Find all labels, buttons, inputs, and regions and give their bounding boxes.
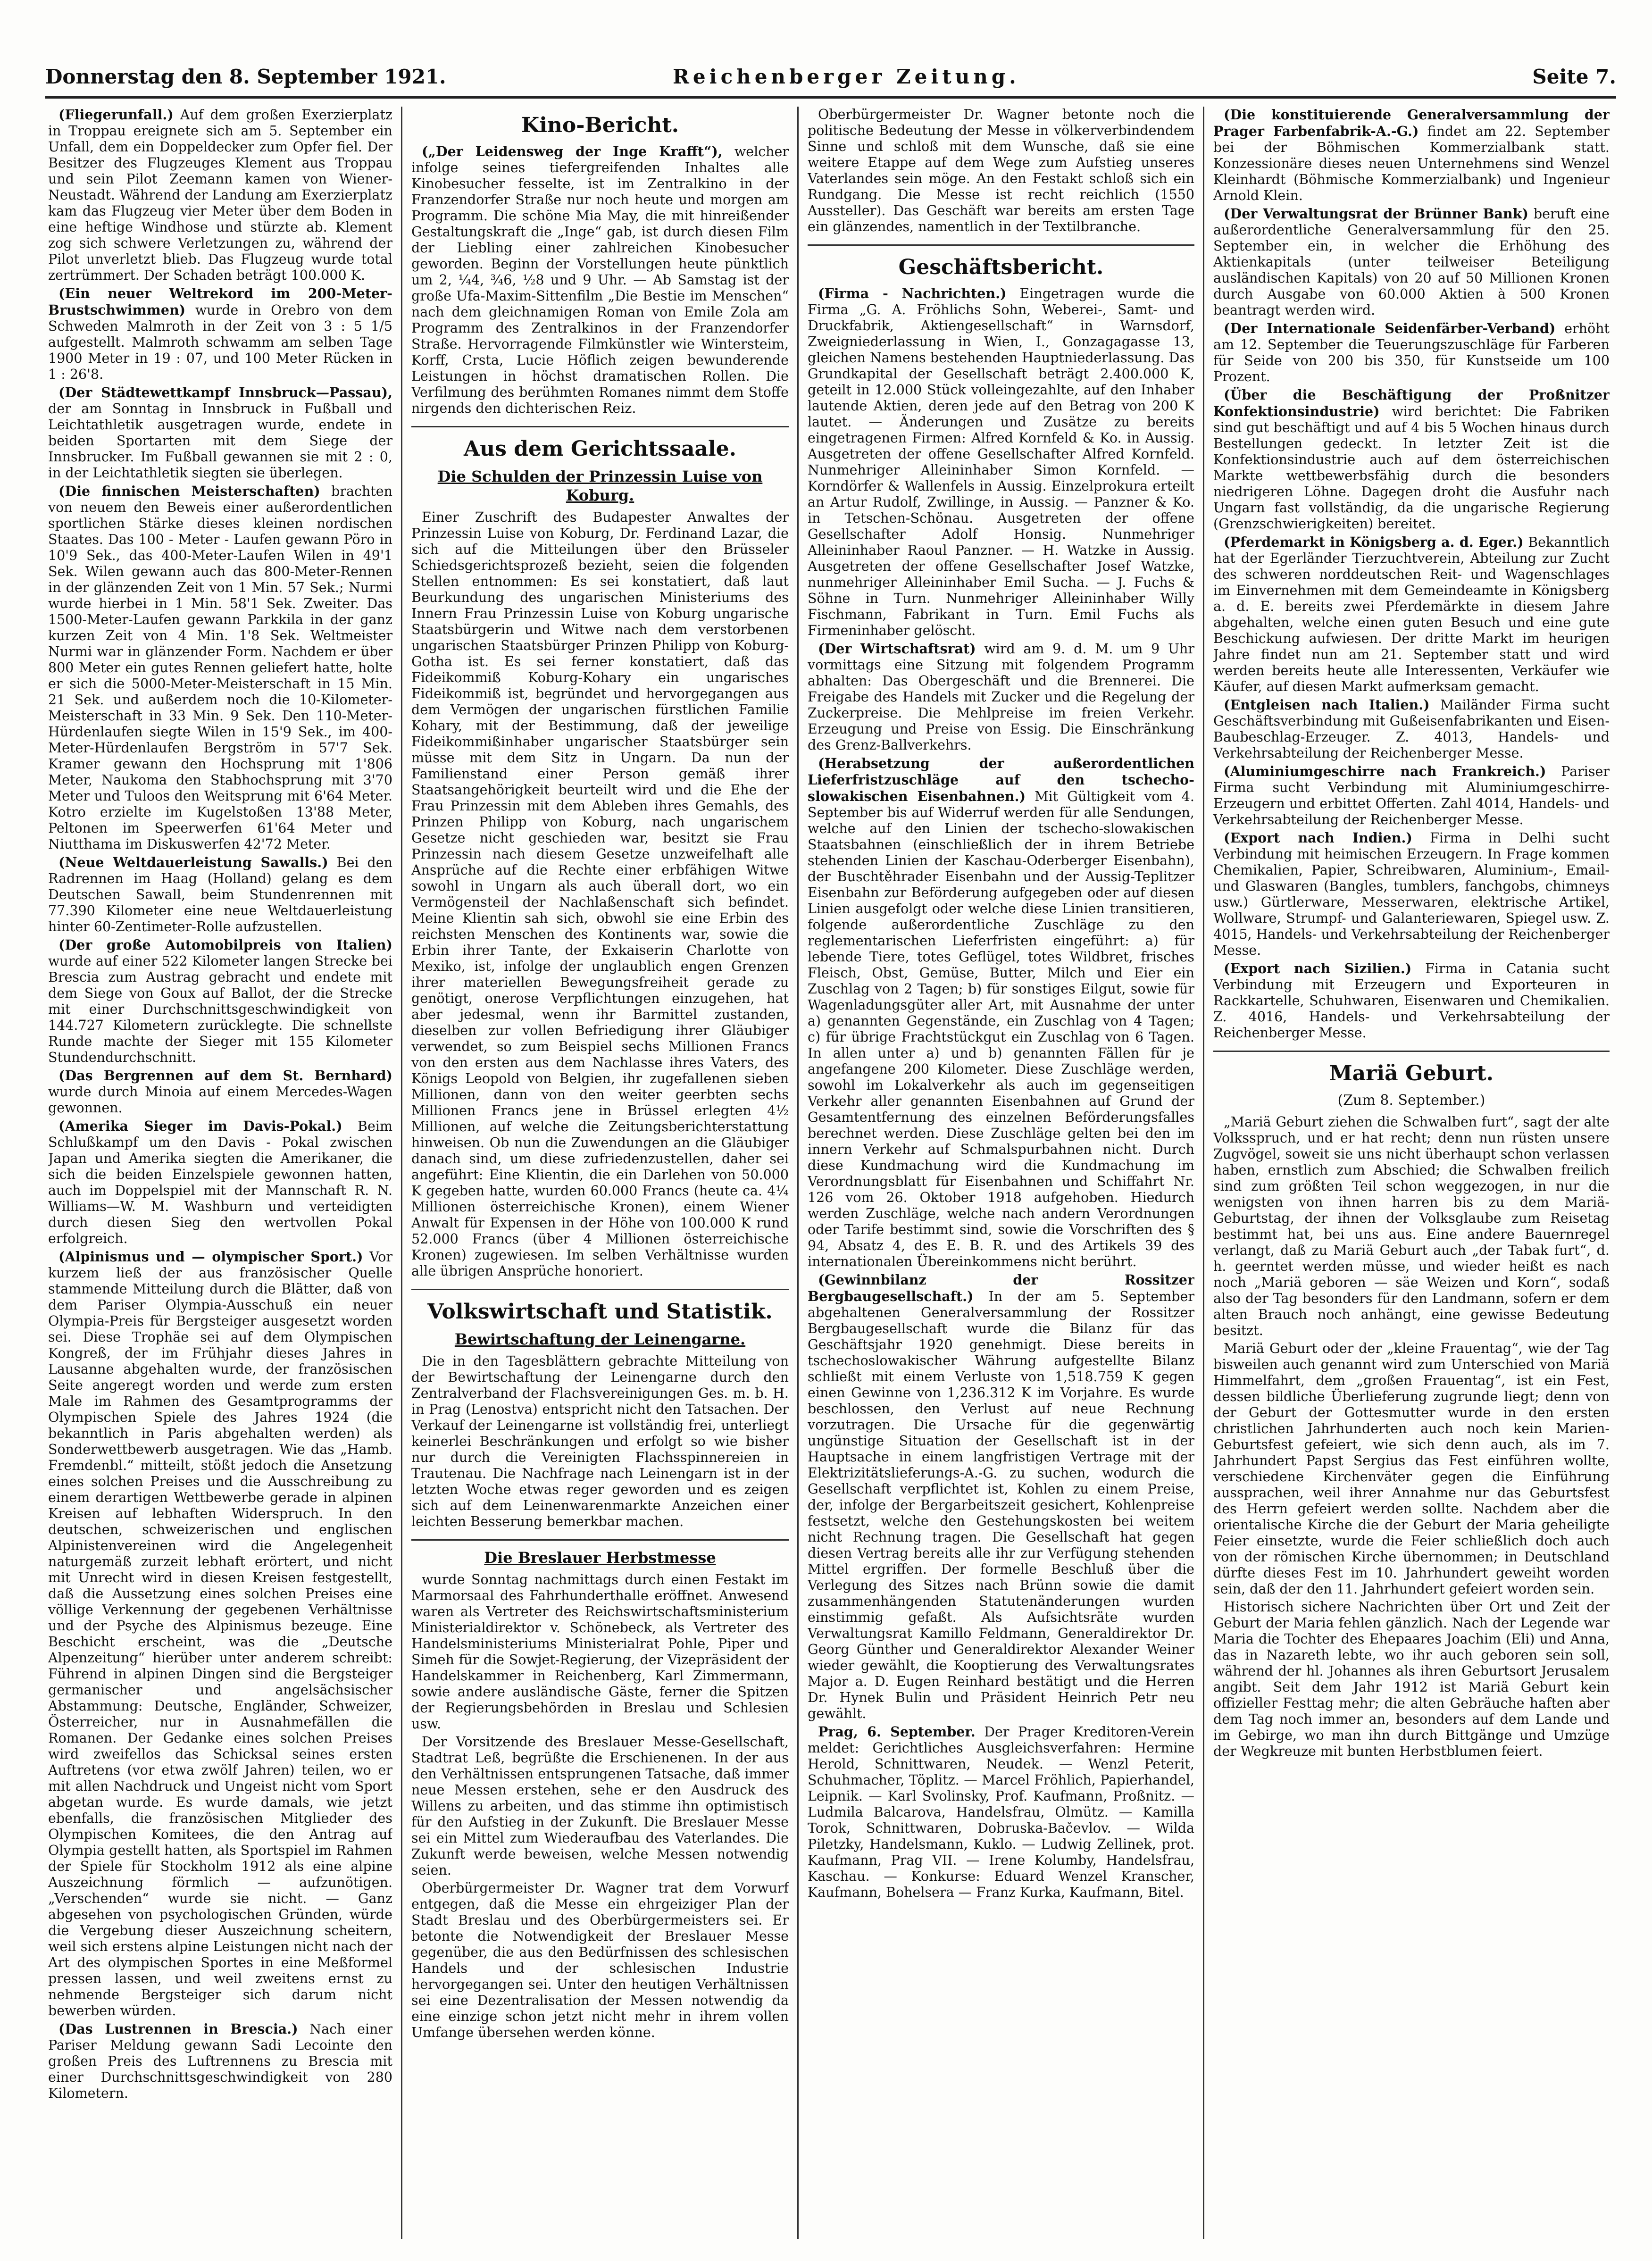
item-keyword: (Der Wirtschaftsrat)	[818, 641, 976, 657]
paragraph	[48, 1249, 392, 2019]
item-text: Der Vorsitzende des Breslauer Messe-Gesellschaft, Stadtrat Leß, begrüßte die Erschienenen. In der aus den Verhältnissen entsprungenen Tatsache, daß immer neue Messen erstehen, sehe er den Ausdruck des Willens zu arbeiten, und das stimme ihn optimistisch für den Aufstieg in der Zukunft. Die Breslauer Messe sei ein Mittel zum Wiederaufbau des Vaterlandes. Die Zukunft werde beweisen, welche Messen notwendig seien.	[411, 1734, 789, 1878]
paragraph	[411, 1734, 789, 1878]
paragraph	[48, 2021, 392, 2102]
item-keyword: (Über die Beschäftigung der Proßnitzer Konfektionsindustrie)	[1213, 387, 1610, 419]
item-text: Firma in Delhi sucht Verbindung mit heimischen Erzeugern. In Frage kommen Chemikalien, Papier, Schreibwaren, Aluminium-, Email- und Glaswaren (Bangles, tumblers, fanchgobs, chimneys usw.) Gürtlerware, Messerwaren, elektrische Artikel, Wollware, Strumpf- und Galanteriewaren, Spiegel usw. Z. 4015, Handels- und Verkehrsabteilung der Reichenberger Messe.	[1213, 830, 1610, 958]
paragraph	[1213, 206, 1610, 318]
item-text: wird berichtet: Die Fabriken sind gut beschäftigt und auf 4 bis 5 Wochen hinaus durch Bestellungen gedeckt. In letzter Zeit ist die Konfektionsindustrie auch auf dem österreichischen Markte wettbewerbsfähig durch die besonders niedrigeren Löhne. Dagegen droht die Ausfuhr nach Ungarn fast vollständig, da die ungarische Regierung (Grenzschwierigkeiten) bereitet.	[1213, 404, 1610, 532]
item-text: Auf dem großen Exerzierplatz in Troppau ereignete sich am 5. September ein Unfall, dem ein Doppeldecker zum Opfer fiel. Der Besitzer des Flugzeuges Klement aus Troppau und sein Pilot Zeemann kamen von Wiener-Neustadt. Während der Landung am Exerzierplatz kam das Flugzeug vier Meter über dem Boden in eine heftige Windhose und stürzte ab. Klement zog sich schwere Verletzungen zu, während der Pilot unverletzt blieb. Das Flugzeug wurde total zertrümmert. Der Schaden beträgt 100.000 K.	[48, 107, 392, 283]
item-text: Mit Gültigkeit vom 4. September bis auf Widerruf werden für alle Sendungen, welche auf den Linien der tschecho-slowakischen Staatsbahnen (einschließlich der in ihrem Betriebe stehenden Linien der Kaschau-Oderberger Eisenbahn), der Buschtěhrader Eisenbahn und der Aussig-Teplitzer Eisenbahn zur Beförderung aufgegeben oder auf diesen Linien ausgefolgt oder welche diese Linien transitieren, folgende außerordentliche Zuschläge zu den reglementarischen Lieferfristen eingeführt: a) für lebende Tiere, totes Geflügel, totes Wildbret, frisches Fleisch, Obst, Gemüse, Butter, Milch und Eier ein Zuschlag von 2 Tagen; b) für sonstiges Eilgut, sowie für Wagenladungsgüter aller Art, mit Ausnahme der unter a) genannten Gegenstände, ein Zuschlag von 4 Tagen; c) für übrige Frachtstückgut ein Zuschlag von 6 Tagen. In allen unter a) und b) genannten Fällen für je angefangene 200 Kilometer. Diese Zuschläge werden, sowohl im Lokalverkehr als auch im gegenseitigen Verkehr aller genannten Eisenbahnen auf Grund der Gesamtentfernung des einzelnen Beförderungsfalles berechnet werden. Diese Zuschläge gelten bei den im innern Verkehr auf Schmalspurbahnen nicht. Durch diese Kundmachung wird die Kundmachung im Verordnungsblatt für Eisenbahnen und Schiffahrt Nr. 126 vom 26. Oktober 1918 aufgehoben. Hiedurch werden Zuschläge, welche nach andern Verordnungen oder Tarife bestimmt sind, sowie die Vorschriften des § 94, Absatz 4, des E. B. R. und des Artikels 39 des internationalen Übereinkommens nicht berührt.	[808, 789, 1194, 1269]
article-subtitle-maria: (Zum 8. September.)	[1337, 1092, 1485, 1109]
item-text: Vor kurzem ließ der aus französischer Quelle stammende Mitteilung durch die Blätter, daß von dem Pariser Olympia-Ausschuß ein neuer Olympia-Preis für Bergsteiger ausgesetzt worden sei. Diese Trophäe sei auf dem Olympischen Kongreß, der im Frühjahr dieses Jahres in Lausanne abgehalten wurde, der französischen Seite angeregt worden und werde zum ersten Male im Rahmen des Gesamtprogramms der Olympischen Spiele des Jahres 1924 (die bekanntlich in Paris abgehalten werden) als Sonderwettbewerb ausgetragen. Wie das „Hamb. Fremdenbl.“ mitteilt, stößt jedoch die Ansetzung eines solchen Preises und die Ausschreibung zu einem derartigen Wettbewerbe gerade in alpinen Kreisen auf lebhaften Widerspruch. In den deutschen, schweizerischen und englischen Alpinistenvereinen wird die Angelegenheit naturgemäß zurzeit lebhaft erörtert, und nicht mit Unrecht wird in diesen Kreisen festgestellt, daß die Aussetzung eines solchen Preises eine völlige Verkennung der gegebenen Verhältnisse und der Psyche des Alpinismus bezeuge. Eine Beschicht erscheint, was die „Deutsche Alpenzeitung“ hierüber unter anderem schreibt: Führend in alpinen Dingen sind die Bergsteiger germanischer und angelsächsischer Abstammung: Deutsche, Engländer, Schweizer, Österreicher, nur in Ausnahmefällen die Romanen. Der Gedanke eines solchen Preises wird zweifellos das Schicksal seines ersten Auftretens (vor etwa zwölf Jahren) teilen, wo er mit allen Nachdruck und Ungeist nicht vom Sport abgetan wurde. Es wurde damals, wie jetzt ebenfalls, die französischen Mitglieder des Olympischen Komitees, die den Antrag auf Olympia gestellt hatten, als Sportspiel im Rahmen der Spiele für Stockholm 1912 als eine alpine Auszeichnung förmlich — aufzunötigen. „Verschenden“ wurde sie nicht. — Ganz abgesehen von psychologischen Gründen, würde die Vergebung dieser Auszeichnung scheitern, weil sich erstens alpine Leistungen nicht nach der Art des olympischen Sportes in eine Meßformel pressen lassen, und weil zweitens ernst zu nehmende Bergsteiger sich darum nicht bewerben würden.	[48, 1249, 392, 2019]
item-keyword: (Firma - Nachrichten.)	[818, 285, 1007, 301]
business-list-2	[1213, 107, 1610, 1041]
section-divider	[411, 1289, 789, 1290]
paragraph	[48, 937, 392, 1066]
column-divider	[797, 107, 799, 2239]
item-text: erhöht am 12. September die Teuerungszuschläge für Farberen für Seide von 200 bis 350, für Kunstseide um 100 Prozent.	[1213, 321, 1610, 384]
paragraph	[1213, 1341, 1610, 1597]
section-heading-volkswirtschaft: Volkswirtschaft und Statistik.	[427, 1300, 773, 1324]
page-number: Seite 7.	[1532, 65, 1616, 88]
paragraph	[808, 755, 1194, 1270]
item-text: Der Prager Kreditoren-Verein meldet: Gerichtliches Ausgleichsverfahren: Hermine Herold, Schnittwaren, Neudek. — Wenzl Peterit, Schuhmacher, Töplitz. — Marcel Fröhlich, Papierhandel, Leipnik. — Karl Svolinsky, Prof. Kaufmann, Proßnitz. — Ludmila Balcarova, Handelsfrau, Olmütz. — Kamilla Torok, Schnittwaren, Dobruska-Bačevlov. — Wilda Piletzky, Handelsmann, Kuklo. — Ludwig Zellinek, prot. Kaufmann, Prag VII. — Irene Kolumby, Handelsfrau, Kaschau. — Konkurse: Eduard Wenzel Kranscher, Kaufmann, Bohelsera — Franz Kurka, Kaufmann, Bitel.	[808, 1724, 1194, 1900]
item-keyword: (Export nach Sizilien.)	[1224, 960, 1412, 976]
column-divider	[1203, 107, 1204, 2239]
paragraph	[411, 1572, 789, 1732]
item-text: Beim Schlußkampf um den Davis - Pokal zwischen Japan und Amerika siegten die Amerikaner, die sich die beiden Einzelspiele gewonnen hatten, auch im Doppelspiel mit der Mannschaft R. N. Williams—W. M. Washburn und verteidigten durch diesen Sieg den wertvollen Pokal erfolgreich.	[48, 1118, 392, 1246]
item-text: der am Sonntag in Innsbruck in Fußball und Leichtathletik ausgetragen wurde, endete in beiden Sportarten mit dem Siege der Innsbrucker. Im Fußball gewannen sie mit 2 : 0, in der Leichtathletik siegten sie überlegen.	[48, 401, 392, 481]
news-list	[48, 107, 392, 2102]
paragraph	[808, 1724, 1194, 1901]
item-text: Mailänder Firma sucht Geschäftsverbindung mit Gußeisenfabrikanten und Eisen-Baubeschlag-Erzeuger. Z. 4013, Handels- und Verkehrsabteilung der Reichenberger Messe.	[1213, 697, 1610, 761]
item-text: wurde durch Minoia auf einem Mercedes-Wagen gewonnen.	[48, 1084, 392, 1116]
item-text: beruft eine außerordentliche Generalversammlung für den 25. September ein, in welcher die Erhöhung des Aktienkapitals (unter teilweiser Beteiligung ausländischen Kapitals) von 20 auf 50 Millionen Kronen durch Ausgabe von 60.000 Aktien à 500 Kronen beantragt werden wird.	[1213, 206, 1610, 318]
volks-article	[411, 1353, 789, 1530]
item-keyword: (Aluminiumgeschirre nach Frankreich.)	[1224, 763, 1546, 779]
item-text: Mariä Geburt oder der „kleine Frauentag“, wie der Tag bisweilen auch genannt wird zum Unterschied von Mariä Himmelfahrt, dem „großen Frauentag“, ist ein Fest, dessen bildliche Überlieferung zugrunde liegt; denn von der Geburt der Gottesmutter wurde in den ersten christlichen Jahrhunderten auch noch kein Marien-Geburtsfest gefeiert, wie sich denn auch, als im 7. Jahrhundert Papst Sergius das Fest einführen wollte, verschiedene Kirchenväter gegen die Einführung aussprachen, weil ihrer Annahme nur das Geburtsfest des Herrn gefeiert werden sollte. Nachdem aber die orientalische Kirche die der Geburt der Maria geheiligte Feier einsetzte, wurde die Feier schließlich doch auch von der römischen Kirche übernommen; in Deutschland dürfte dieses Fest im 10. Jahrhundert geweiht worden sein, daß der den 11. Jahrhundert gefeiert worden sein.	[1213, 1341, 1610, 1597]
item-text: Die in den Tagesblättern gebrachte Mitteilung von der Bewirtschaftung der Leinengarne durch den Zentralverband der Flachsvereinigungen Ges. m. b. H. in Prag (Lenostva) entspricht nicht den Tatsachen. Der Verkauf der Leinengarne ist vollständig frei, unterliegt keinerlei Beschränkungen und erfolgt so wie bisher nur durch die Vereinigten Flachsspinnereien in Trautenau. Die Nachfrage nach Leinengarn ist in der letzten Woche etwas reger geworden und es zeigen sich auf dem Leinenwarenmarkte Anzeichen einer leichten Besserung bemerkbar machen.	[411, 1353, 789, 1529]
section-divider	[808, 244, 1194, 246]
item-keyword: (Der große Automobilpreis von Italien)	[58, 937, 392, 953]
item-keyword: (Der Städtewettkampf Innsbruck—Passau),	[58, 384, 392, 400]
messe-article	[411, 1572, 789, 2041]
paragraph	[808, 107, 1194, 235]
item-text: wurde Sonntag nachmittags durch einen Festakt im Marmorsaal des Fahrhunderthalle eröffnet. Anwesend waren als Vertreter des Reichswirtschaftsministerium Ministerialdirektor v. Schönebeck, als Vertreter des Handelsministeriums Ministerialrat Pohle, Piper und Simeh für die Sowjet-Regierung, der Vizepräsident der Handelskammer in Reichenberg, Karl Zimmermann, sowie andere ausländische Gäste, ferner die Spitzen der Regierungsbehörden in Breslau und Schlesien usw.	[411, 1572, 789, 1732]
item-keyword: (Die konstituierende Generalversammlung der Prager Farbenfabrik-A.-G.)	[1213, 107, 1610, 139]
paragraph	[48, 1118, 392, 1247]
item-keyword: (Export nach Indien.)	[1224, 830, 1412, 846]
item-keyword: (Der Verwaltungsrat der Brünner Bank)	[1224, 206, 1528, 222]
paragraph	[411, 143, 789, 417]
item-text: Oberbürgermeister Dr. Wagner betonte noch die politische Bedeutung der Messe in völkerverbindendem Sinne und schloß mit dem Wunsche, daß sie eine weitere Etappe auf dem Wege zum Aufstieg unseres Vaterlandes sein möge. An den Festakt schloß sich ein Rundgang. Die Messe ist recht reichlich (1550 Aussteller). Das Geschäft war bereits am ersten Tage ein glänzendes, namentlich in der Textilbranche.	[808, 107, 1194, 234]
column-kino-gericht	[411, 107, 789, 2239]
paragraph	[411, 1353, 789, 1530]
paragraph	[1213, 960, 1610, 1041]
item-keyword: („Der Leidensweg der Inge Krafft“),	[422, 143, 723, 159]
section-heading-gericht: Aus dem Gerichtssaale.	[463, 437, 736, 461]
paragraph	[411, 509, 789, 1279]
item-text: Pariser Firma sucht Verbindung mit Aluminiumgeschirre-Erzeugern und erbittet Offerten. Zahl 4014, Handels- und Verkehrsabteilung der Reichenberger Messe.	[1213, 764, 1610, 827]
paragraph	[1213, 1599, 1610, 1760]
kino-article	[411, 143, 789, 417]
item-text: Firma in Catania sucht Verbindung mit Erzeugern und Exporteuren in Rackkartelle, Schuhwaren, Eisenwaren und Chemikalien. Z. 4016, Handels- und Verkehrsabteilung der Reichenberger Messe.	[1213, 961, 1610, 1041]
item-text: Eingetragen wurde die Firma „G. A. Fröhlichs Sohn, Weberei-, Samt- und Druckfabrik, Aktiengesellschaft“ in Warnsdorf, Zweigniederlassung in Wien, I., Gonzagagasse 13, gleichen Namens bestehenden Hauptniederlassung. Das Grundkapital der Gesellschaft beträgt 2.400.000 K, geteilt in 12.000 Stück volleingezahlte, auf den Inhaber lautende Aktien, deren jede auf den Betrag von 200 K lautet. — Änderungen und Zusätze zu bereits eingetragenen Firmen: Alfred Kornfeld & Ko. in Aussig. Ausgetreten der offene Gesellschafter Alfred Kornfeld. Nunmehriger Alleininhaber Simon Kornfeld. — Korndörfer & Wallenfels in Aussig. Einzelprokura erteilt an Artur Rudolf, Zwillinge, in Aussig. — Panzner & Ko. in Tetschen-Schönau. Ausgetreten der offene Gesellschafter Adolf Honsig. Nunmehriger Alleininhaber Raoul Panzner. — H. Watzke in Aussig. Ausgetreten der offene Gesellschafter Josef Watzke, nunmehriger Alleininhaber Emil Sucha. — J. Fuchs & Söhne in Turn. Nunmehriger Alleininhaber Willy Fischmann, Fabrikant in Turn. Emil Fuchs als Firmeninhaber gelöscht.	[808, 286, 1194, 638]
item-text: wurde in Orebro von dem Schweden Malmroth in der Zeit von 3 : 5 1/5 aufgestellt. Malmroth schwamm am selben Tage 1900 Meter in 19 : 07, und 100 Meter Rücken in 1 : 26'8.	[48, 302, 392, 382]
item-keyword: (Neue Weltdauerleistung Sawalls.)	[58, 854, 328, 870]
column-geschaeft	[808, 107, 1194, 2239]
item-keyword: (Amerika Sieger im Davis-Pokal.)	[58, 1118, 342, 1134]
item-text: welcher infolge seines tiefergreifenden Inhaltes alle Kinobesucher fesselte, ist im Zentralkino in der Franzendorfer Straße nur noch heute und morgen am Programm. Die schöne Mia May, die mit hinreißender Gestaltungskraft die „Inge“ gab, ist durch diesen Film der Liebling einer zahlreichen Kinobesucher geworden. Beginn der Vorstellungen heute pünktlich um 2, ¼4, ¾6, ½8 und 9 Uhr. — Ab Samstag ist der große Ufa-Maxim-Sittenfilm „Die Bestie im Menschen“ nach dem gleichnamigen Roman von Emile Zola am Programm des Zentralkinos in der Franzendorfer Straße. Hervorragende Filmkünstler wie Wintersteim, Korff, Crsta, Lucie Höflich zeigen bewunderende Leistungen in höchst dramatischen Rollen. Die Verfilmung des berühmten Romanes nimmt dem Stoffe nirgends den dichterischen Reiz.	[411, 144, 789, 416]
item-keyword: (Alpinismus und — olympischer Sport.)	[58, 1249, 363, 1265]
paragraph	[808, 641, 1194, 753]
paragraph	[48, 854, 392, 935]
column-divider	[401, 107, 402, 2239]
paragraph	[1213, 1114, 1610, 1339]
paragraph	[1213, 830, 1610, 959]
paragraph	[1213, 763, 1610, 828]
gericht-article	[411, 509, 789, 1279]
section-heading-geschaeftsbericht: Geschäftsbericht.	[898, 255, 1104, 279]
maria-article	[1213, 1114, 1610, 1760]
paragraph	[1213, 387, 1610, 532]
item-keyword: (Entgleisen nach Italien.)	[1224, 697, 1430, 713]
paragraph	[1213, 107, 1610, 204]
business-list	[808, 285, 1194, 1901]
item-text: wurde auf einer 522 Kilometer langen Strecke bei Brescia zum Austrag gebracht und endete mit dem Siege von Goux auf Ballot, der die Strecke mit einer Durchschnittsgeschwindigkeit von 144.727 Kilometern zurücklegte. Die schnellste Runde machte der Sieger mit 155 Kilometer Stundendurchschnitt.	[48, 953, 392, 1065]
paragraph	[48, 285, 392, 383]
paragraph	[48, 384, 392, 481]
item-text: „Mariä Geburt ziehen die Schwalben furt“, sagt der alte Volksspruch, und er hat recht; denn nun rüsten unsere Zugvögel, soweit sie uns nicht überhaupt schon verlassen haben, ernstlich zum Abschied; die Schwalben freilich sind zum größten Teil schon weggezogen, in nur die wenigsten von ihnen harren bis zu dem Mariä-Geburtstag, der ihnen der Volksglaube zum Reisetag bestimmt hat, bei uns aus. Eine andere Bauernregel verlangt, daß zu Mariä Geburt auch „der Tabak furt“, d. h. geerntet werden müsse, und wieder heißt es nach noch „Mariä geboren — säe Weizen und Korn“, sodaß also der Tag besonders für den Landmann, sofern er dem alten Brauch noch anhängt, eine gewisse Bedeutung besitzt.	[1213, 1114, 1610, 1338]
messe-continuation	[808, 107, 1194, 235]
item-keyword: Prag, 6. September.	[818, 1724, 976, 1740]
article-title-leinengarne: Bewirtschaftung der Leinengarne.	[454, 1330, 746, 1348]
section-divider	[1213, 1051, 1610, 1052]
item-keyword: (Die finnischen Meisterschaften)	[58, 483, 320, 499]
item-text: In der am 5. September abgehaltenen Generalversammlung der Rossitzer Bergbaugesellschaft wurde die Bilanz für das Geschäftsjahr 1920 genehmigt. Diese bereits in tschechoslowakischer Währung aufgestellte Bilanz schließt mit einem Verluste von 1,518.759 K gegen einen Gewinne von 1,236.312 K im Vorjahre. Es wurde beschlossen, den Verlust auf neue Rechnung vorzutragen. Die Ursache für die gegenwärtig ungünstige Situation der Gesellschaft ist in der Hauptsache in einem langfristigen Vertrage mit der Elektrizitätslieferungs-A.-G. zu suchen, wodurch die Gesellschaft verpflichtet ist, Kohlen zu einem Preise, der, infolge der Bergarbeitszeit gesichert, Kohlenpreise festsetzt, welche den Gestehungskosten bei weitem nicht Rechnung tragen. Die Gesellschaft hat gegen diesen Vertrag bereits alle ihr zur Verfügung stehenden Mittel ergriffen. Der formelle Beschluß über die Verlegung des Sitzes nach Brünn sowie die damit zusammenhängenden Statutenänderungen wurden einstimmig gefaßt. Als Aufsichtsräte wurden Verwaltungsrat Kamillo Feldmann, Generaldirektor Dr. Georg Günther und Generaldirektor Alexander Weiner wieder gewählt, die Kooptierung des Verwaltungsrates Major a. D. Eugen Reinhard bestätigt und die Herren Dr. Hynek Bulin und Präsident Heinrich Petr neu gewählt.	[808, 1289, 1194, 1721]
item-text: Historisch sichere Nachrichten über Ort und Zeit der Geburt der Maria fehlen gänzlich. Nach der Legende war Maria die Tochter des Ehepaares Joachim (Eli) und Anna, das in Nazareth lebte, wo ihr auch geboren sein soll, während der hl. Johannes als ihren Geburtsort Jerusalem angibt. Seit dem Jahr 1912 ist Mariä Geburt kein offizieller Festtag mehr; die alten Gebräuche haften aber dem Tag noch immer an, besonders auf dem Lande und im Gebirge, wo man ihn durch Bittgänge und Umzüge der Wegkreuze mit bunten Herbstblumen feiert.	[1213, 1599, 1610, 1759]
header-rule	[45, 96, 1616, 99]
paragraph	[411, 1880, 789, 2041]
paragraph	[1213, 534, 1610, 695]
paragraph	[808, 1272, 1194, 1722]
section-divider	[411, 426, 789, 427]
article-title-koburg: Die Schulden der Prinzessin Luise von Koburg.	[437, 467, 763, 504]
item-keyword: (Gewinnbilanz der Rossitzer Bergbaugesellschaft.)	[808, 1272, 1194, 1304]
paragraph	[48, 1068, 392, 1116]
paragraph	[1213, 697, 1610, 761]
paragraph	[808, 285, 1194, 639]
item-keyword: (Der Internationale Seidenfärber-Verband)	[1224, 320, 1556, 336]
paragraph	[48, 107, 392, 284]
section-divider	[411, 1539, 789, 1541]
item-text: Bekanntlich hat der Egerländer Tierzuchtverein, Abteilung zur Zucht des schweren norddeutschen Reit- und Wagenschlages im Einvernehmen mit dem Gemeindeamte in Königsberg a. d. E. bereits zwei Pferdemärkte in diesem Jahre abgehalten, welche einen guten Besuch und eine gute Beschickung aufwiesen. Der dritte Markt im heurigen Jahre findet nun am 21. September statt und wird werden bereits heute alle Interessenten, Verkäufer wie Käufer, auf diesen Markt aufmerksam gemacht.	[1213, 534, 1610, 694]
item-keyword: (Ein neuer Weltrekord im 200-Meter-Brustschwimmen)	[48, 285, 392, 318]
section-heading-kino: Kino-Bericht.	[521, 113, 679, 137]
paragraph	[1213, 320, 1610, 385]
item-keyword: (Fliegerunfall.)	[58, 107, 174, 123]
item-keyword: (Pferdemarkt in Königsberg a. d. Eger.)	[1224, 534, 1524, 550]
item-keyword: (Das Lustrennen in Brescia.)	[58, 2021, 298, 2037]
article-title-herbstmesse: Die Breslauer Herbstmesse	[484, 1549, 716, 1567]
issue-date: Donnerstag den 8. September 1921.	[45, 65, 446, 88]
item-text: wird am 9. d. M. um 9 Uhr vormittags eine Sitzung mit folgendem Programm abhalten: Das Obergeschäft und die Brennerei. Die Freigabe des Handels mit Zucker und die Regelung der Zuckerpreise. Die Mehlpreise im freien Verkehr. Erzeugung und Preise von Essig. Die Einschränkung des Grenz-Ballverkehrs.	[808, 641, 1194, 753]
item-text: Bei den Radrennen im Haag (Holland) gelang es dem Deutschen Sawall, beim Stundenrennen mit 77.390 Kilometer eine neue Weltdauerleistung hinter 60-Zentimeter-Rolle aufzustellen.	[48, 855, 392, 934]
newspaper-title: Reichenberger Zeitung.	[673, 65, 1020, 88]
paragraph	[48, 483, 392, 852]
item-keyword: (Herabsetzung der außerordentlichen Lieferfristzuschläge auf den tschecho-slowakischen Eisenbahnen.)	[808, 755, 1194, 804]
section-heading-maria: Mariä Geburt.	[1329, 1061, 1494, 1085]
item-text: Oberbürgermeister Dr. Wagner trat dem Vorwurf entgegen, daß die Messe ein ehrgeiziger Plan der Stadt Breslau und des Oberbürgermeisters sei. Er betonte die Notwendigkeit der Breslauer Messe gegenüber, die aus den Bedürfnissen des schlesischen Handels und der schlesischen Industrie hervorgegangen sei. Unter den heutigen Verhältnissen sei eine Dezentralisation der Messen notwendig da eine einzige schon jetzt nicht mehr in ihrem vollen Umfange übersehen werden könne.	[411, 1880, 789, 2040]
masthead	[45, 56, 1616, 98]
column-wirtschaft-maria	[1213, 107, 1610, 2239]
item-keyword: (Das Bergrennen auf dem St. Bernhard)	[58, 1068, 392, 1084]
item-text: findet am 22. September bei der Böhmischen Kommerzialbank statt. Konzessionäre dieses neuen Unternehmens sind Wenzel Kleinhardt (Böhmische Kommerzialbank) und Ingenieur Arnold Klein.	[1213, 124, 1610, 203]
item-text: Nach einer Pariser Meldung gewann Sadi Lecointe den großen Preis des Luftrennens zu Brescia mit einer Durchschnittsgeschwindigkeit von 280 Kilometern.	[48, 2021, 392, 2101]
item-text: Einer Zuschrift des Budapester Anwaltes der Prinzessin Luise von Koburg, Dr. Ferdinand Lazar, die sich auf die Mitteilungen über den Brüsseler Schiedsgerichtsprozeß bezieht, seien die folgenden Stellen entnommen: Es sei konstatiert, daß laut Beurkundung des ungarischen Ministeriums des Innern Frau Prinzessin Luise von Koburg ungarische Staatsbürgerin und Witwe nach dem verstorbenen ungarischen Staatsbürger Prinzen Philipp von Koburg-Gotha ist. Es sei ferner konstatiert, daß das Fideikommiß Koburg-Kohary ein ungarisches Fideikommiß ist, begründet und hervorgegangen aus dem Vermögen der ungarischen fürstlichen Familie Kohary, mit der Bestimmung, daß der jeweilige Fideikommißinhaber ungarischer Staatsbürger sein müsse mit dem Sitz in Ungarn. Da nun der Familienstand einer Person gemäß ihrer Staatsangehörigkeit beurteilt wird und die Ehe der Frau Prinzessin mit dem Ableben ihres Gemahls, des Prinzen Philipp von Koburg, nach ungarischem Gesetze nicht geschieden war, besitzt sie Frau Prinzessin nach diesem Gesetze unzweifelhaft alle Ansprüche auf die Rechte einer erbfähigen Witwe sowohl in Ungarn als auch überall dort, wo ein Vermögensteil der Nachlaßenschaft sich befindet. Meine Klientin sah sich, obwohl sie eine Erbin des reichsten Menschen des Kontinents war, sowie die Erbin ihrer Tante, der Exkaiserin Charlotte von Mexiko, ist, infolge der unglaublich engen Grenzen ihrer materiellen Bewegungsfreiheit gerade zu genötigt, onerose Verpflichtungen einzugehen, hat aber jedesmal, wenn ihr Barmittel zustanden, dieselben zur vollen Befriedigung ihrer Gläubiger verwendet, so zum Beispiel sechs Millionen Francs von den ersten aus dem Nachlasse ihres Vaters, des Königs Leopold von Belgien, ihr zugefallenen sieben Millionen, dann von den weiter geerbten sechs Millionen Francs jene in Brüssel erlegten 4½ Millionen, auf welche die Zeitungsberichterstattung hinweisen. Ob nun die Zuwendungen an die Gläubiger danach sind, um diese zufriedenzustellen, daher sei angeführt: Eine Klientin, die ein Darlehen von 50.000 K gegeben hatte, wurden 60.000 Francs (heute ca. 4¼ Millionen österreichische Kronen), einem Wiener Anwalt für Expensen in der Höhe von 100.000 K rund 52.000 Francs (über 4 Millionen österreichische Kronen) zugewiesen. Im selben Verhältnisse wurden alle übrigen Ansprüche honoriert.	[411, 509, 789, 1279]
item-text: brachten von neuem den Beweis einer außerordentlichen sportlichen Stärke dieses kleinen nordischen Staates. Das 100 - Meter - Laufen gewann Pöro in 10'9 Sek., das 400-Meter-Laufen Wilen in 49'1 Sek. Wilen gewann auch das 800-Meter-Rennen in der glänzenden Zeit von 1 Min. 57 Sek.; Nurmi wurde hierbei in 1 Min. 58'1 Sek. Zweiter. Das 1500-Meter-Laufen gewann Parkkila in der ganz kurzen Zeit von 4 Min. 1'8 Sek. Weltmeister Nurmi war in glänzender Form. Nachdem er über 800 Meter ein gutes Rennen geliefert hatte, holte er sich die 5000-Meter-Meisterschaft in 15 Min. 21 Sek. und außerdem noch die 10-Kilometer-Meisterschaft in 33 Min. 9 Sek. Den 110-Meter-Hürdenlaufen siegte Wilen in 15'9 Sek., im 400-Meter-Hürdenlaufen Bergström in 57'7 Sek. Kramer gewann den Hochsprung mit 1'806 Meter, Naukoma den Stabhochsprung mit 3'70 Meter und Tuloos den Weitsprung mit 6'64 Meter. Kotro erzielte im Kugelstoßen 13'88 Meter, Peltonen im Speerwerfen 61'64 Meter und Niutthama im Diskuswerfen 42'72 Meter.	[48, 484, 392, 852]
column-sports	[48, 107, 392, 2239]
